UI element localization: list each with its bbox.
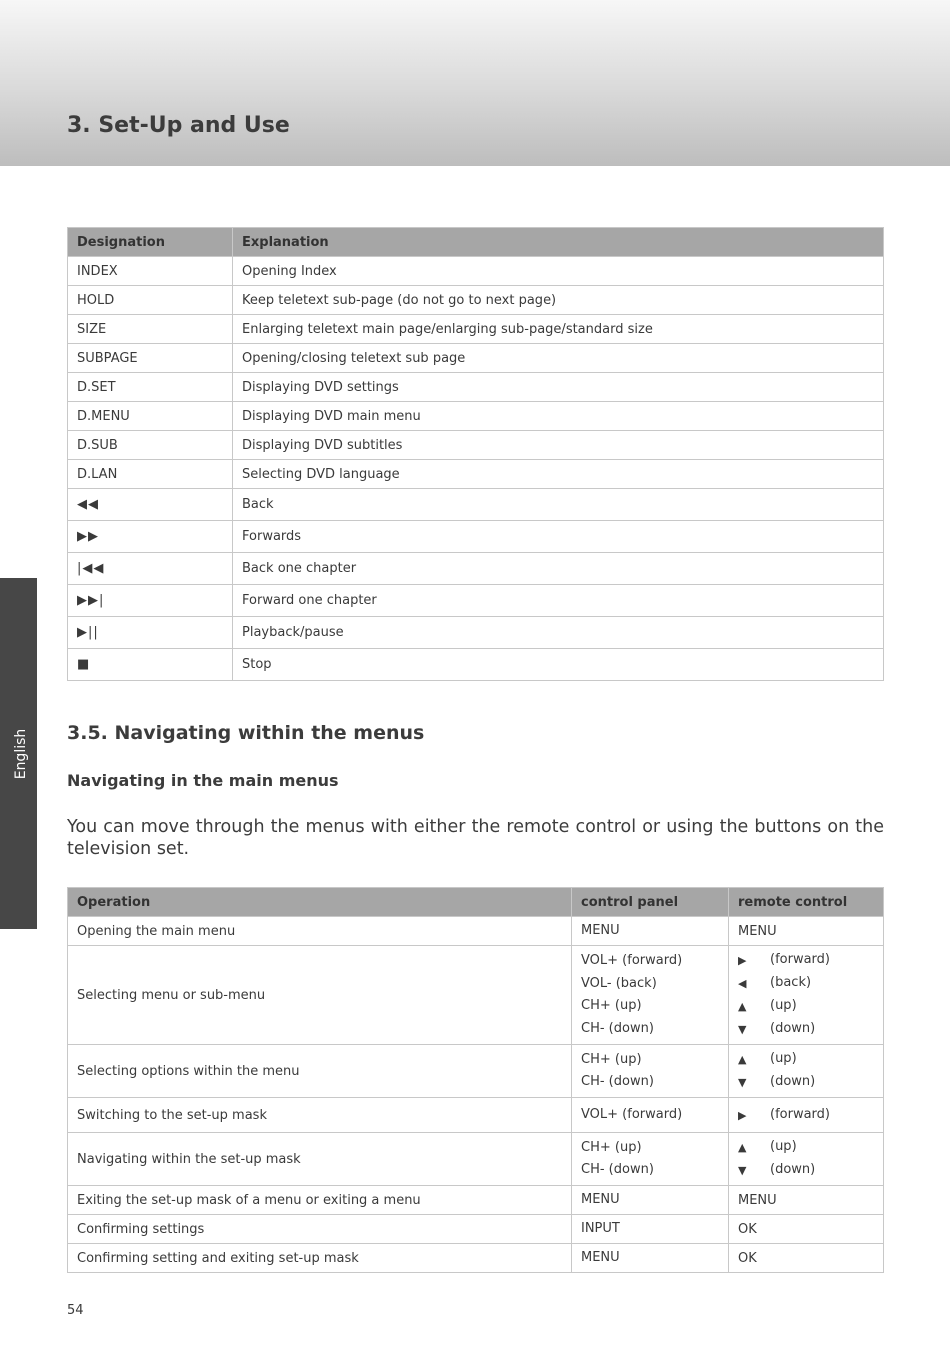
remote-line <box>738 1159 874 1182</box>
remote-control-cell: OK <box>729 1244 884 1273</box>
operation-cell: Confirming settings <box>68 1215 572 1244</box>
remote-text: (up) <box>770 998 797 1013</box>
control-panel-line: VOL+ (forward) <box>581 1106 683 1122</box>
control-panel-cell <box>572 1133 729 1186</box>
remote-line <box>738 972 874 995</box>
explanation-cell: Playback/pause <box>233 617 884 649</box>
column-header-explanation: Explanation <box>233 228 884 257</box>
remote-control-cell <box>729 1098 884 1133</box>
control-panel-line: VOL+ (forward) <box>581 953 683 968</box>
table-row <box>68 402 884 431</box>
table-row <box>68 373 884 402</box>
stop-icon: ■ <box>68 649 233 681</box>
intro-paragraph: You can move through the menus with either the remote control or using the buttons on the television set. <box>67 817 884 859</box>
designation-cell: D.LAN <box>68 460 233 489</box>
explanation-cell: Opening/closing teletext sub page <box>233 344 884 373</box>
remote-text: (forward) <box>770 1106 830 1122</box>
designation-cell: D.SET <box>68 373 233 402</box>
column-header-remote-control: remote control <box>729 888 884 917</box>
remote-line <box>738 949 874 972</box>
explanation-cell: Enlarging teletext main page/enlarging sub-page/standard size <box>233 315 884 344</box>
table-row <box>68 1133 884 1186</box>
control-panel-line: INPUT <box>581 1220 620 1236</box>
designation-table <box>67 227 884 681</box>
designation-cell: INDEX <box>68 257 233 286</box>
table-row <box>68 1045 884 1098</box>
control-panel-cell <box>572 946 729 1045</box>
control-panel-line: MENU <box>581 1191 620 1207</box>
operations-table <box>67 887 884 1273</box>
operation-cell: Switching to the set-up mask <box>68 1098 572 1133</box>
control-panel-line: CH- (down) <box>581 1020 654 1036</box>
control-panel-line: CH+ (up) <box>581 1139 642 1155</box>
explanation-cell: Displaying DVD main menu <box>233 402 884 431</box>
table-header-row <box>68 888 884 917</box>
rewind-icon: ◀◀ <box>68 489 233 521</box>
control-panel-line: VOL- (back) <box>581 975 657 991</box>
arrow-up-icon: ▲ <box>738 1000 747 1013</box>
table-row <box>68 1186 884 1215</box>
control-panel-cell <box>572 1215 729 1244</box>
remote-control-cell <box>729 1133 884 1186</box>
designation-cell: D.SUB <box>68 431 233 460</box>
table-row <box>68 257 884 286</box>
play-pause-icon: ▶|| <box>68 617 233 649</box>
operation-cell: Opening the main menu <box>68 917 572 946</box>
remote-text: (down) <box>770 1074 816 1089</box>
designation-cell: SUBPAGE <box>68 344 233 373</box>
operation-cell: Navigating within the set-up mask <box>68 1133 572 1186</box>
table-header-row <box>68 228 884 257</box>
remote-text: (up) <box>770 1051 797 1066</box>
table-row <box>68 431 884 460</box>
explanation-cell: Back <box>233 489 884 521</box>
control-panel-line: CH+ (up) <box>581 998 642 1013</box>
table-row <box>68 617 884 649</box>
control-panel-line: MENU <box>581 922 620 938</box>
header-band <box>0 0 950 166</box>
sub-heading: Navigating in the main menus <box>67 771 339 790</box>
control-panel-cell <box>572 917 729 946</box>
remote-text: (back) <box>770 975 812 990</box>
table-row <box>68 1244 884 1273</box>
explanation-cell: Displaying DVD settings <box>233 373 884 402</box>
control-panel-cell <box>572 1045 729 1098</box>
control-panel-cell <box>572 1244 729 1273</box>
control-panel-line: CH- (down) <box>581 1162 654 1177</box>
remote-text: (down) <box>770 1162 816 1177</box>
column-header-control-panel: control panel <box>572 888 729 917</box>
remote-control-cell: MENU <box>729 917 884 946</box>
arrow-up-icon: ▲ <box>738 1141 747 1154</box>
fast-forward-icon: ▶▶ <box>68 521 233 553</box>
remote-control-cell <box>729 1045 884 1098</box>
table-row <box>68 315 884 344</box>
remote-control-cell: MENU <box>729 1186 884 1215</box>
remote-line <box>738 1136 874 1159</box>
arrow-down-icon: ▼ <box>738 1076 747 1089</box>
control-panel-line: CH+ (up) <box>581 1051 642 1067</box>
remote-text: (down) <box>770 1021 816 1036</box>
section-heading: 3.5. Navigating within the menus <box>67 722 425 744</box>
explanation-cell: Displaying DVD subtitles <box>233 431 884 460</box>
remote-line <box>738 1104 874 1127</box>
operations-table-body <box>68 917 884 1273</box>
designation-cell: HOLD <box>68 286 233 315</box>
explanation-cell: Stop <box>233 649 884 681</box>
skip-back-icon: |◀◀ <box>68 553 233 585</box>
remote-text: (up) <box>770 1139 797 1154</box>
table-row <box>68 286 884 315</box>
table-row <box>68 649 884 681</box>
arrow-down-icon: ▼ <box>738 1023 747 1036</box>
table-row <box>68 946 884 1045</box>
operation-cell: Confirming setting and exiting set-up mask <box>68 1244 572 1273</box>
remote-line <box>738 1048 874 1071</box>
explanation-cell: Opening Index <box>233 257 884 286</box>
table-row <box>68 585 884 617</box>
arrow-up-icon: ▲ <box>738 1053 747 1066</box>
designation-table-body <box>68 257 884 681</box>
arrow-right-icon: ▶ <box>738 954 747 967</box>
remote-control-cell <box>729 946 884 1045</box>
column-header-designation: Designation <box>68 228 233 257</box>
control-panel-line: CH- (down) <box>581 1074 654 1089</box>
explanation-cell: Forward one chapter <box>233 585 884 617</box>
table-row <box>68 553 884 585</box>
explanation-cell: Forwards <box>233 521 884 553</box>
table-row <box>68 460 884 489</box>
table-row <box>68 917 884 946</box>
remote-control-cell: OK <box>729 1215 884 1244</box>
control-panel-line: MENU <box>581 1249 620 1265</box>
remote-line <box>738 1071 874 1094</box>
table-row <box>68 521 884 553</box>
control-panel-cell <box>572 1186 729 1215</box>
operation-cell: Selecting menu or sub-menu <box>68 946 572 1045</box>
control-panel-cell <box>572 1098 729 1133</box>
page-number: 54 <box>67 1303 84 1318</box>
language-side-tab-label: English <box>13 728 29 780</box>
arrow-right-icon: ▶ <box>738 1108 747 1122</box>
skip-forward-icon: ▶▶| <box>68 585 233 617</box>
table-row <box>68 1098 884 1133</box>
chapter-title: 3. Set-Up and Use <box>67 113 290 138</box>
explanation-cell: Keep teletext sub-page (do not go to next page) <box>233 286 884 315</box>
explanation-cell: Selecting DVD language <box>233 460 884 489</box>
designation-cell: D.MENU <box>68 402 233 431</box>
operation-cell: Selecting options within the menu <box>68 1045 572 1098</box>
table-row <box>68 1215 884 1244</box>
arrow-left-icon: ◀ <box>738 977 747 990</box>
remote-line <box>738 1018 874 1041</box>
operation-cell: Exiting the set-up mask of a menu or exiting a menu <box>68 1186 572 1215</box>
table-row <box>68 344 884 373</box>
arrow-down-icon: ▼ <box>738 1164 747 1177</box>
column-header-operation: Operation <box>68 888 572 917</box>
designation-cell: SIZE <box>68 315 233 344</box>
remote-line <box>738 995 874 1018</box>
explanation-cell: Back one chapter <box>233 553 884 585</box>
remote-text: (forward) <box>770 952 830 967</box>
table-row <box>68 489 884 521</box>
